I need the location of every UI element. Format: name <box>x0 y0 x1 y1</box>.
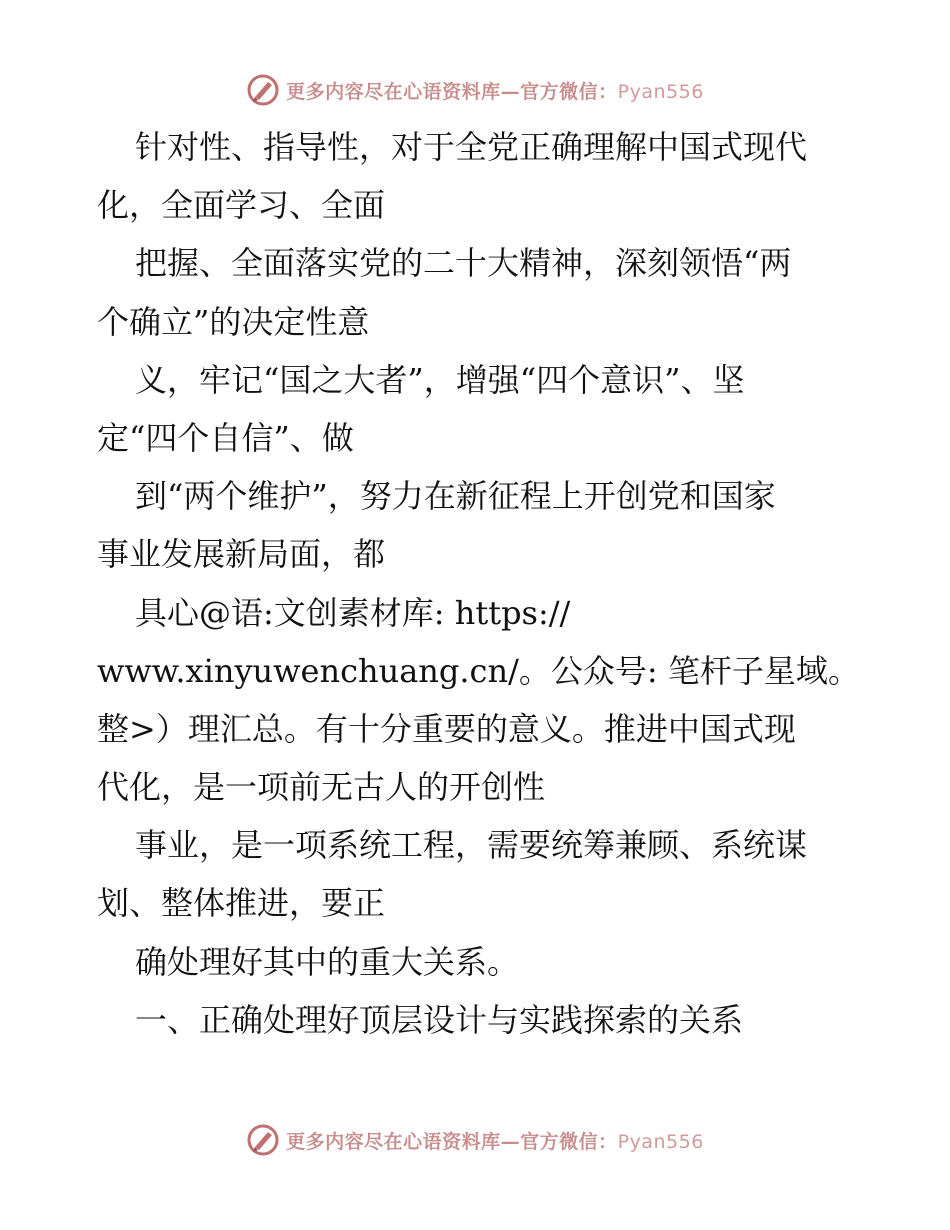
body-line: 整>）理汇总。有十分重要的意义。推进中国式现 <box>97 709 796 748</box>
header-watermark <box>0 70 950 110</box>
body-line: 义，牢记“国之大者”，增强“四个意识”、坚 <box>135 360 745 399</box>
footer-watermark <box>0 1120 950 1160</box>
body-line: 确处理好其中的重大关系。 <box>135 942 520 981</box>
body-line: 到“两个维护”，努力在新征程上开创党和国家 <box>135 477 776 516</box>
pen-logo-icon <box>246 1123 280 1157</box>
body-line: 划、整体推进，要正 <box>97 884 386 923</box>
watermark-text: 更多内容尽在心语资料库—官方微信：Pyan556 <box>286 1130 704 1153</box>
body-line: 把握、全面落实党的二十大精神，深刻领悟“两 <box>135 244 792 283</box>
body-line: 事业，是一项系统工程，需要统筹兼顾、系统谋 <box>135 826 808 865</box>
body-line: 代化，是一项前无古人的开创性 <box>97 768 546 807</box>
watermark-text: 更多内容尽在心语资料库—官方微信：Pyan556 <box>286 80 704 103</box>
body-line: 具心@语:文创素材库: https:// <box>135 593 571 632</box>
body-line: 个确立”的决定性意 <box>97 302 370 341</box>
section-heading: 一、正确处理好顶层设计与实践探索的关系 <box>135 1000 744 1039</box>
body-line: 化，全面学习、全面 <box>97 186 386 225</box>
body-line: 事业发展新局面，都 <box>97 535 386 574</box>
pen-logo-icon <box>246 73 280 107</box>
document-body <box>97 118 860 1049</box>
body-line: 定“四个自信”、做 <box>97 418 354 457</box>
body-line: 针对性、指导性，对于全党正确理解中国式现代 <box>135 128 808 166</box>
body-line: www.xinyuwenchuang.cn/。公众号: 笔杆子星域。 <box>97 651 860 690</box>
